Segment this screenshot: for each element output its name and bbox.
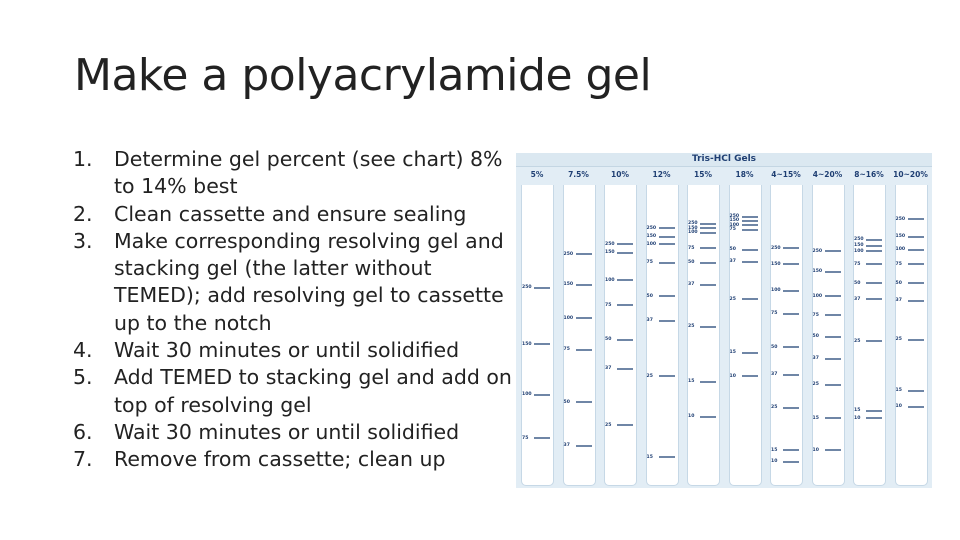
lane-header: 8~16% [854, 170, 884, 179]
slide-title: Make a polyacrylamide gel [74, 50, 652, 101]
band-label: 10 [812, 447, 819, 453]
step-item [73, 337, 513, 364]
gel-band [534, 394, 550, 396]
gel-band [825, 449, 841, 451]
band-label: 100 [854, 248, 864, 254]
gel-band [783, 374, 799, 376]
band-label: 10 [688, 414, 695, 420]
band-label: 25 [812, 382, 819, 388]
band-label: 75 [729, 227, 736, 233]
gel-band [866, 340, 882, 342]
band-label: 75 [646, 260, 653, 266]
band-label: 250 [854, 237, 864, 243]
gel-band [825, 250, 841, 252]
gel-band [659, 375, 675, 377]
step-item [73, 364, 513, 419]
band-label: 100 [729, 222, 740, 228]
gel-band [742, 261, 758, 263]
gel-band [659, 456, 675, 458]
gel-band [783, 290, 799, 292]
band-label: 50 [646, 293, 653, 299]
step-item [73, 146, 513, 201]
band-label: 250 [522, 285, 532, 291]
gel-band [908, 236, 924, 238]
gel-band [825, 358, 841, 360]
gel-band [825, 336, 841, 338]
band-label: 250 [771, 245, 781, 251]
step-item [73, 201, 513, 228]
band-label: 37 [563, 443, 570, 449]
lane-header: 4~15% [771, 170, 801, 179]
step-number: 4. [73, 338, 93, 363]
band-label: 50 [688, 260, 695, 266]
band-label: 250 [812, 248, 823, 254]
band-label: 75 [688, 245, 695, 251]
gel-band [783, 313, 799, 315]
gel-band [617, 368, 633, 370]
gel-band [908, 390, 924, 392]
gel-band [700, 223, 716, 225]
band-label: 25 [688, 324, 695, 330]
band-label: 75 [522, 435, 529, 441]
gel-band [742, 249, 758, 251]
lane-header: 10% [611, 170, 629, 179]
gel-band [783, 346, 799, 348]
band-label: 50 [729, 247, 736, 253]
band-label: 150 [688, 225, 698, 231]
band-label: 100 [646, 241, 657, 247]
gel-band [825, 295, 841, 297]
band-label: 50 [854, 280, 861, 286]
step-number: 1. [73, 147, 93, 171]
band-label: 150 [563, 282, 574, 288]
band-label: 15 [646, 454, 653, 460]
band-label: 50 [563, 399, 570, 405]
step-number: 7. [73, 447, 93, 472]
gel-band [576, 349, 592, 351]
band-label: 15 [771, 447, 778, 453]
gel-band [576, 445, 592, 447]
band-label: 37 [729, 259, 736, 264]
gel-band [783, 407, 799, 409]
band-label: 150 [605, 250, 615, 256]
gel-band [742, 229, 758, 231]
gel-band [866, 250, 882, 252]
band-label: 250 [688, 221, 698, 227]
band-label: 100 [563, 315, 574, 321]
band-label: 100 [812, 293, 823, 299]
gel-band [700, 232, 716, 234]
tris-hcl-gel-chart [516, 153, 932, 488]
gel-band [866, 263, 882, 265]
band-label: 37 [771, 372, 778, 378]
gel-band [908, 300, 924, 302]
band-label: 37 [854, 296, 861, 302]
gel-lane [604, 185, 637, 486]
band-label: 50 [771, 344, 778, 350]
lane-header: 12% [652, 170, 671, 179]
lane-header: 4~20% [812, 170, 843, 179]
band-label: 150 [522, 341, 532, 347]
band-label: 25 [854, 338, 861, 344]
gel-band [659, 295, 675, 297]
gel-band [825, 417, 841, 419]
gel-band [783, 263, 799, 265]
band-label: 37 [688, 282, 695, 288]
band-label: 250 [605, 241, 615, 247]
gel-band [825, 271, 841, 273]
gel-band [908, 263, 924, 265]
step-item [73, 228, 513, 337]
gel-band [866, 417, 882, 419]
gel-band [576, 317, 592, 319]
band-label: 15 [812, 415, 819, 421]
gel-band [659, 236, 675, 238]
band-label: 25 [729, 296, 736, 302]
gel-band [700, 416, 716, 418]
chart-title: Tris-HCl Gels [516, 153, 932, 167]
step-number: 2. [73, 201, 93, 226]
gel-band [576, 401, 592, 403]
band-label: 100 [771, 288, 781, 293]
gel-band [825, 384, 841, 386]
gel-band [866, 239, 882, 241]
gel-band [700, 326, 716, 328]
band-label: 37 [812, 356, 819, 362]
step-text: Wait 30 minutes or until solidified [114, 338, 460, 363]
gel-band [700, 284, 716, 286]
step-text: Make corresponding resolving gel and stacking gel (the latter without TEMED); add resolving gel to cassette up to the notch [114, 228, 504, 335]
band-label: 250 [895, 216, 906, 222]
band-label: 50 [895, 280, 902, 286]
gel-band [617, 243, 633, 245]
band-label: 250 [729, 214, 740, 220]
band-label: 100 [605, 277, 615, 283]
band-label: 25 [895, 337, 902, 343]
gel-band [908, 282, 924, 284]
band-label: 15 [895, 388, 902, 394]
band-label: 250 [563, 251, 574, 257]
band-label: 150 [895, 234, 906, 240]
band-label: 50 [812, 334, 819, 340]
gel-band [742, 298, 758, 300]
gel-band [908, 249, 924, 251]
lane-header: 7.5% [568, 170, 589, 179]
gel-band [866, 245, 882, 247]
gel-band [742, 375, 758, 377]
lane-header: 15% [694, 170, 712, 179]
gel-band [617, 304, 633, 306]
band-label: 150 [854, 243, 864, 249]
band-label: 150 [729, 218, 740, 224]
band-label: 10 [771, 459, 778, 465]
band-label: 100 [522, 392, 532, 398]
gel-band [576, 253, 592, 255]
gel-band [783, 449, 799, 451]
gel-band [742, 220, 758, 222]
gel-band [783, 247, 799, 249]
step-number: 5. [73, 365, 93, 390]
gel-band [659, 262, 675, 264]
band-label: 37 [646, 318, 653, 324]
band-label: 100 [895, 247, 906, 253]
gel-band [742, 216, 758, 218]
step-text: Add TEMED to stacking gel and add on top of resolving gel [114, 365, 512, 417]
gel-band [534, 437, 550, 439]
band-label: 75 [605, 302, 612, 308]
band-label: 75 [771, 311, 778, 317]
lane-header: 10~20% [893, 170, 928, 179]
band-label: 150 [646, 234, 657, 240]
gel-band [866, 410, 882, 412]
gel-band [534, 287, 550, 289]
gel-band [700, 227, 716, 229]
gel-lane [563, 185, 596, 486]
step-item [73, 446, 513, 473]
gel-band [617, 279, 633, 281]
band-label: 37 [895, 298, 902, 304]
band-label: 10 [854, 415, 861, 421]
gel-band [534, 343, 550, 345]
band-label: 15 [854, 408, 861, 414]
gel-band [659, 227, 675, 229]
band-label: 150 [812, 269, 823, 275]
band-label: 15 [729, 350, 736, 356]
gel-band [700, 262, 716, 264]
band-label: 75 [812, 312, 819, 318]
band-label: 25 [646, 373, 653, 379]
gel-band [659, 320, 675, 322]
gel-band [576, 284, 592, 286]
step-text: Clean cassette and ensure sealing [114, 201, 467, 226]
gel-lane [770, 185, 803, 486]
band-label: 25 [605, 422, 612, 428]
gel-band [659, 243, 675, 245]
band-label: 100 [688, 230, 698, 235]
band-label: 150 [771, 261, 781, 267]
steps-list [73, 146, 513, 474]
gel-band [908, 339, 924, 341]
lane-header: 5% [530, 170, 544, 179]
band-label: 75 [854, 261, 861, 267]
step-number: 3. [73, 228, 93, 253]
gel-band [825, 314, 841, 316]
step-text: Wait 30 minutes or until solidified [114, 419, 460, 444]
band-label: 75 [563, 347, 570, 353]
gel-band [700, 247, 716, 249]
gel-lane [853, 185, 886, 486]
band-label: 37 [605, 366, 612, 372]
band-label: 15 [688, 379, 695, 385]
gel-band [908, 406, 924, 408]
gel-band [700, 381, 716, 383]
step-text: Remove from cassette; clean up [114, 447, 446, 472]
step-text: Determine gel percent (see chart) 8% to 14% best [114, 147, 503, 199]
gel-band [742, 352, 758, 354]
lane-header: 18% [735, 170, 754, 179]
gel-band [783, 461, 799, 463]
gel-band [866, 298, 882, 300]
gel-band [617, 252, 633, 254]
gel-band [742, 224, 758, 226]
step-item [73, 419, 513, 446]
gel-band [617, 339, 633, 341]
band-label: 50 [605, 337, 612, 343]
gel-band [866, 282, 882, 284]
band-label: 25 [771, 405, 778, 411]
band-label: 10 [895, 404, 902, 409]
band-label: 10 [729, 373, 736, 379]
band-label: 250 [646, 225, 657, 231]
band-label: 75 [895, 261, 902, 267]
gel-lane [895, 185, 928, 486]
gel-band [617, 424, 633, 426]
step-number: 6. [73, 419, 93, 444]
gel-band [908, 218, 924, 220]
